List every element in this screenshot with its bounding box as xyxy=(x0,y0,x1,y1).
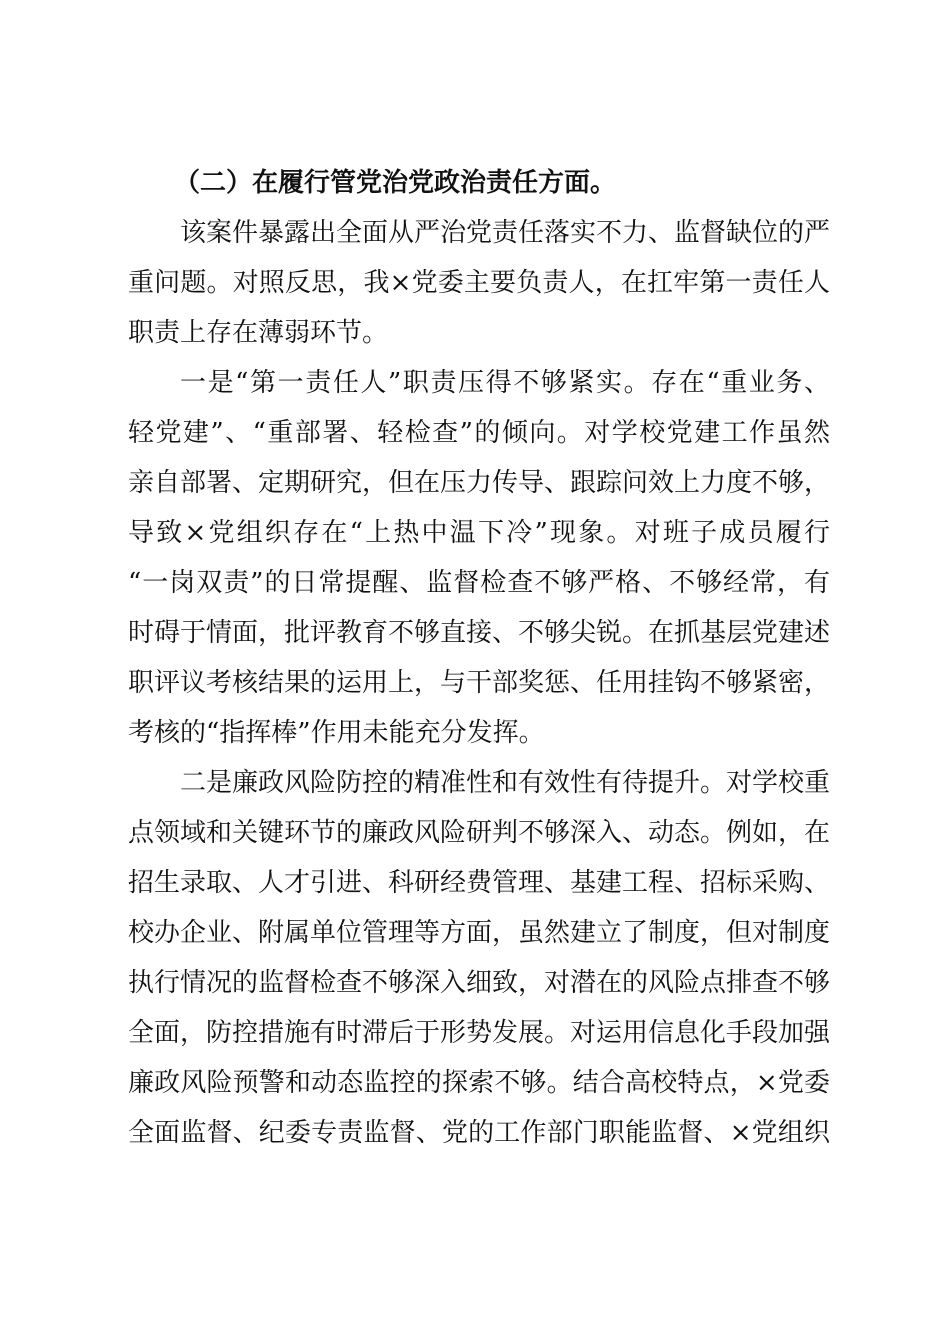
paragraph-line: 职评议考核结果的运用上，与干部奖惩、任用挂钩不够紧密， xyxy=(128,668,831,698)
section-heading: （二）在履行管党治党政治责任方面。 xyxy=(174,168,617,198)
paragraph-line: 时碍于情面，批评教育不够直接、不够尖锐。在抓基层党建述 xyxy=(128,618,831,648)
paragraph-line: 全面监督、纪委专责监督、党的工作部门职能监督、×党组织 xyxy=(128,1118,830,1148)
paragraph-line: 廉政风险预警和动态监控的探索不够。结合高校特点，×党委 xyxy=(128,1068,830,1098)
paragraph-line: 重问题。对照反思，我×党委主要负责人，在扛牢第一责任人 xyxy=(128,268,830,298)
paragraph-line: 导致×党组织存在“上热中温下冷”现象。对班子成员履行 xyxy=(128,518,830,548)
paragraph-line: 轻党建”、“重部署、轻检查”的倾向。对学校党建工作虽然 xyxy=(128,418,830,448)
paragraph-line: 考核的“指挥棒”作用未能充分发挥。 xyxy=(128,718,545,748)
paragraph-line: 二是廉政风险防控的精准性和有效性有待提升。对学校重 xyxy=(180,768,831,798)
paragraph-line: 职责上存在薄弱环节。 xyxy=(128,318,389,348)
paragraph-line: 一是“第一责任人”职责压得不够紧实。存在“重业务、 xyxy=(180,368,830,398)
paragraph-line: “一岗双责”的日常提醒、监督检查不够严格、不够经常，有 xyxy=(128,568,830,598)
paragraph-line: 亲自部署、定期研究，但在压力传导、跟踪问效上力度不够， xyxy=(128,468,831,498)
document-body xyxy=(128,158,830,1158)
paragraph-line: 招生录取、人才引进、科研经费管理、基建工程、招标采购、 xyxy=(128,868,831,898)
paragraph-line: 校办企业、附属单位管理等方面，虽然建立了制度，但对制度 xyxy=(128,918,831,948)
paragraph-line: 执行情况的监督检查不够深入细致，对潜在的风险点排查不够 xyxy=(128,968,831,998)
paragraph-line: 全面，防控措施有时滞后于形势发展。对运用信息化手段加强 xyxy=(128,1018,831,1048)
paragraph-line: 点领域和关键环节的廉政风险研判不够深入、动态。例如，在 xyxy=(128,818,831,848)
paragraph-line: 该案件暴露出全面从严治党责任落实不力、监督缺位的严 xyxy=(180,218,831,248)
